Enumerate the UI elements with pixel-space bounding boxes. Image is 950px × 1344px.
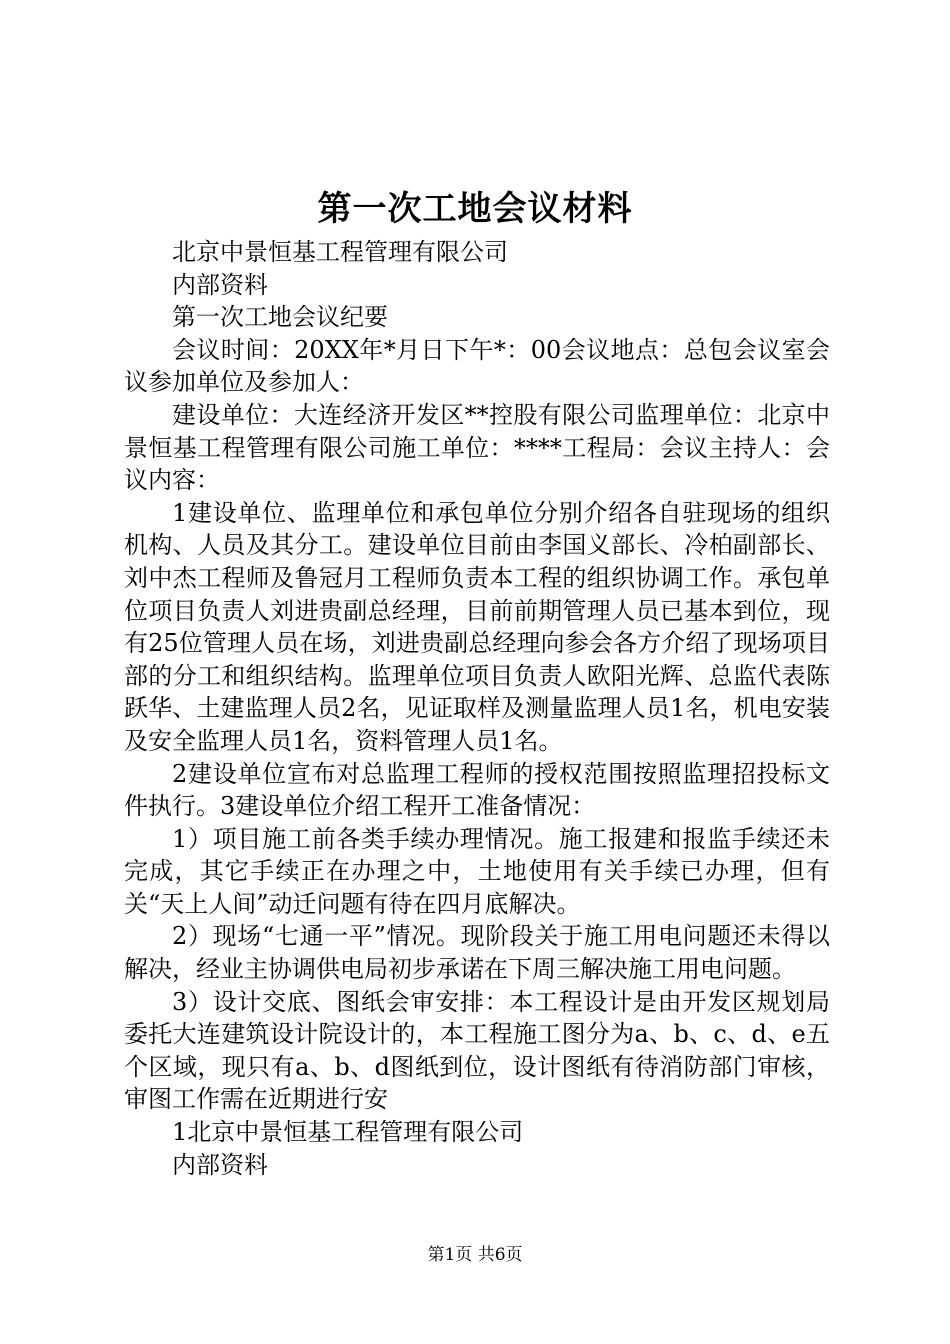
participants-paragraph: 建设单位：大连经济开发区**控股有限公司监理单位：北京中景恒基工程管理有限公司施工单位：****工程局：会议主持人：会议内容： <box>124 400 830 495</box>
minutes-heading: 第一次工地会议纪要 <box>172 303 388 332</box>
item-1-paragraph: 1建设单位、监理单位和承包单位分别介绍各自驻现场的组织机构、人员及其分工。建设单位目前由李国义部长、冷柏副部长、刘中杰工程师及鲁冠月工程师负责本工程的组织协调工作。承包单位项目负责人刘进贵副总经理，目前前期管理人员已基本到位，现有25位管理人员在场，刘进贵副总经理向参会各方介绍了现场项目部的分工和组织结构。监理单位项目负责人欧阳光辉、总监代表陈跃华、土建监理人员2名，见证取样及测量监理人员1名，机电安装及安全监理人员1名，资料管理人员1名。 <box>124 498 830 755</box>
company-name: 北京中景恒基工程管理有限公司 <box>172 238 508 266</box>
item-2-3-paragraph: 2建设单位宣布对总监理工程师的授权范围按照监理招投标文件执行。3建设单位介绍工程开工准备情况： <box>124 759 830 821</box>
subitem-3-paragraph: 3）设计交底、图纸会审安排：本工程设计是由开发区规划局委托大连建筑设计院设计的，本工程施工图分为a、b、c、d、e五个区域，现只有a、b、d图纸到位，设计图纸有待消防部门审核，审图工作需在近期进行安 <box>124 987 830 1114</box>
document-title: 第一次工地会议材料 <box>317 189 633 229</box>
page-header-internal: 内部资料 <box>172 1150 268 1179</box>
subitem-1-paragraph: 1）项目施工前各类手续办理情况。施工报建和报监手续还未完成，其它手续正在办理之中，土地使用有关手续已办理，但有关“天上人间”动迁问题有待在四月底解决。 <box>124 824 830 918</box>
meeting-time-paragraph: 会议时间：20XX年*月日下午*：00会议地点：总包会议室会议参加单位及参加人： <box>124 335 830 397</box>
document-body <box>124 236 830 1181</box>
page-footer: 第1页 共6页 <box>427 1245 523 1265</box>
internal-label: 内部资料 <box>172 270 268 299</box>
subitem-2-paragraph: 2）现场“七通一平”情况。现阶段关于施工用电问题还未得以解决，经业主协调供电局初步承诺在下周三解决施工用电问题。 <box>124 922 830 984</box>
page-header-company: 1北京中景恒基工程管理有限公司 <box>172 1118 524 1147</box>
